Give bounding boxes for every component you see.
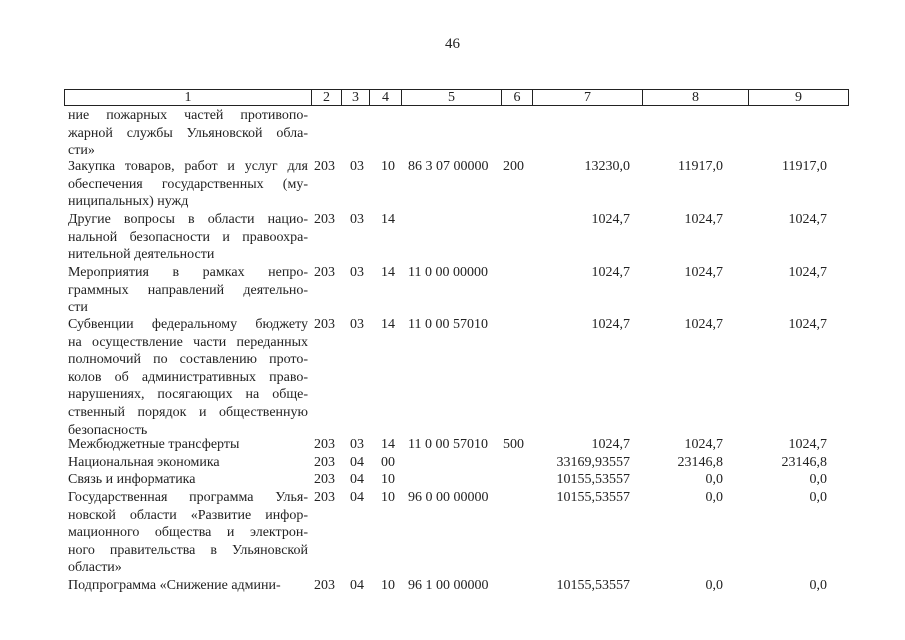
cell-c3: 03: [350, 265, 364, 280]
cell-c9: 0,0: [809, 578, 827, 593]
row-name-line: мационного общества и электрон-: [68, 525, 308, 541]
cell-c9: 0,0: [809, 490, 827, 505]
cell-c8: 1024,7: [684, 212, 723, 227]
table-header: [64, 89, 849, 106]
cell-c8: 1024,7: [684, 437, 723, 452]
header-col-9: 9: [795, 90, 802, 105]
header-col-3: 3: [342, 90, 370, 105]
cell-c5: 86 3 07 00000: [408, 159, 489, 174]
cell-c2: 203: [314, 317, 335, 332]
cell-c7: 10155,53557: [556, 472, 630, 487]
cell-c9: 1024,7: [788, 437, 827, 452]
cell-c5: 96 0 00 00000: [408, 490, 489, 505]
header-col-4: 4: [370, 90, 402, 105]
cell-c9: 1024,7: [788, 212, 827, 227]
row-name-line: ние пожарных частей противопо-: [68, 108, 308, 123]
row-name-line: жарной службы Ульяновской обла-: [68, 125, 308, 141]
cell-c3: 04: [350, 490, 364, 505]
cell-c7: 33169,93557: [556, 455, 630, 470]
cell-c4: 10: [381, 472, 395, 487]
row-name-line: новской области «Развитие инфор-: [68, 507, 308, 523]
cell-c5: 96 1 00 00000: [408, 578, 489, 593]
row-name: [68, 316, 308, 439]
cell-c8: 0,0: [705, 490, 723, 505]
header-col-8: 8: [643, 90, 749, 105]
row-name-line: безопасность: [68, 422, 148, 438]
row-name-line: нительной деятельности: [68, 247, 215, 263]
page-number: 46: [445, 36, 460, 52]
cell-c6: 500: [503, 437, 524, 452]
row-name-line: ственный порядок и общественную: [68, 404, 308, 420]
cell-c7: 1024,7: [591, 212, 630, 227]
cell-c2: 203: [314, 490, 335, 505]
row-name-line: ниципальных) нужд: [68, 194, 189, 210]
cell-c4: 10: [381, 159, 395, 174]
row-name-line: сти»: [68, 143, 95, 159]
header-col-5: 5: [402, 90, 502, 105]
row-name: [68, 471, 308, 489]
cell-c5: 11 0 00 57010: [408, 437, 488, 452]
row-name-line: граммных направлений деятельно-: [68, 282, 308, 298]
cell-c9: 23146,8: [781, 455, 827, 470]
cell-c8: 1024,7: [684, 317, 723, 332]
cell-c8: 11917,0: [678, 159, 723, 174]
row-name: [68, 211, 308, 264]
row-name-line: сти: [68, 300, 88, 316]
cell-c9: 11917,0: [782, 159, 827, 174]
row-name-line: Государственная программа Улья-: [68, 490, 308, 505]
cell-c5: 11 0 00 00000: [408, 265, 488, 280]
row-name: [68, 158, 308, 211]
cell-c7: 13230,0: [584, 159, 630, 174]
header-col-2: 2: [312, 90, 342, 105]
header-col-7: 7: [533, 90, 643, 105]
cell-c8: 1024,7: [684, 265, 723, 280]
row-name-line: нальной безопасности и правоохра-: [68, 229, 308, 245]
row-name-line: Мероприятия в рамках непро-: [68, 265, 308, 280]
cell-c4: 14: [381, 317, 395, 332]
cell-c3: 03: [350, 317, 364, 332]
cell-c9: 1024,7: [788, 265, 827, 280]
cell-c3: 04: [350, 455, 364, 470]
row-name-line: нарушениях, посягающих на обще-: [68, 387, 308, 403]
cell-c9: 0,0: [809, 472, 827, 487]
row-name: [68, 264, 308, 317]
row-name: [68, 107, 308, 160]
cell-c3: 03: [350, 159, 364, 174]
row-name-line: Межбюджетные трансферты: [68, 437, 240, 452]
cell-c4: 00: [381, 455, 395, 470]
cell-c4: 14: [381, 265, 395, 280]
row-name-line: Субвенции федеральному бюджету: [68, 317, 308, 332]
row-name: [68, 489, 308, 577]
cell-c7: 10155,53557: [556, 578, 630, 593]
cell-c8: 0,0: [705, 472, 723, 487]
row-name: [68, 454, 308, 472]
cell-c4: 10: [381, 490, 395, 505]
row-name-line: Связь и информатика: [68, 472, 196, 487]
cell-c2: 203: [314, 472, 335, 487]
cell-c7: 1024,7: [591, 437, 630, 452]
row-name-line: полномочий по составлению прото-: [68, 352, 308, 368]
header-col-1: 1: [65, 90, 312, 105]
row-name-line: области»: [68, 560, 122, 576]
cell-c7: 10155,53557: [556, 490, 630, 505]
cell-c5: 11 0 00 57010: [408, 317, 488, 332]
header-col-6: 6: [502, 90, 533, 105]
cell-c6: 200: [503, 159, 524, 174]
row-name-line: обеспечения государственных (му-: [68, 176, 308, 192]
cell-c3: 04: [350, 472, 364, 487]
row-name-line: Другие вопросы в области нацио-: [68, 212, 308, 227]
cell-c3: 03: [350, 212, 364, 227]
row-name-line: ного правительства в Ульяновской: [68, 542, 308, 558]
cell-c7: 1024,7: [591, 317, 630, 332]
row-name: [68, 436, 308, 454]
row-name-line: Подпрограмма «Снижение админи-: [68, 578, 281, 593]
cell-c3: 04: [350, 578, 364, 593]
cell-c2: 203: [314, 578, 335, 593]
cell-c4: 14: [381, 437, 395, 452]
cell-c2: 203: [314, 159, 335, 174]
cell-c2: 203: [314, 212, 335, 227]
row-name-line: на осуществление части переданных: [68, 334, 308, 350]
cell-c8: 0,0: [705, 578, 723, 593]
row-name: [68, 577, 308, 595]
row-name-line: Закупка товаров, работ и услуг для: [68, 159, 308, 174]
cell-c7: 1024,7: [591, 265, 630, 280]
cell-c2: 203: [314, 455, 335, 470]
cell-c2: 203: [314, 437, 335, 452]
cell-c9: 1024,7: [788, 317, 827, 332]
cell-c3: 03: [350, 437, 364, 452]
row-name-line: колов об административных право-: [68, 369, 308, 385]
cell-c4: 14: [381, 212, 395, 227]
row-name-line: Национальная экономика: [68, 455, 220, 470]
cell-c8: 23146,8: [677, 455, 723, 470]
cell-c4: 10: [381, 578, 395, 593]
cell-c2: 203: [314, 265, 335, 280]
